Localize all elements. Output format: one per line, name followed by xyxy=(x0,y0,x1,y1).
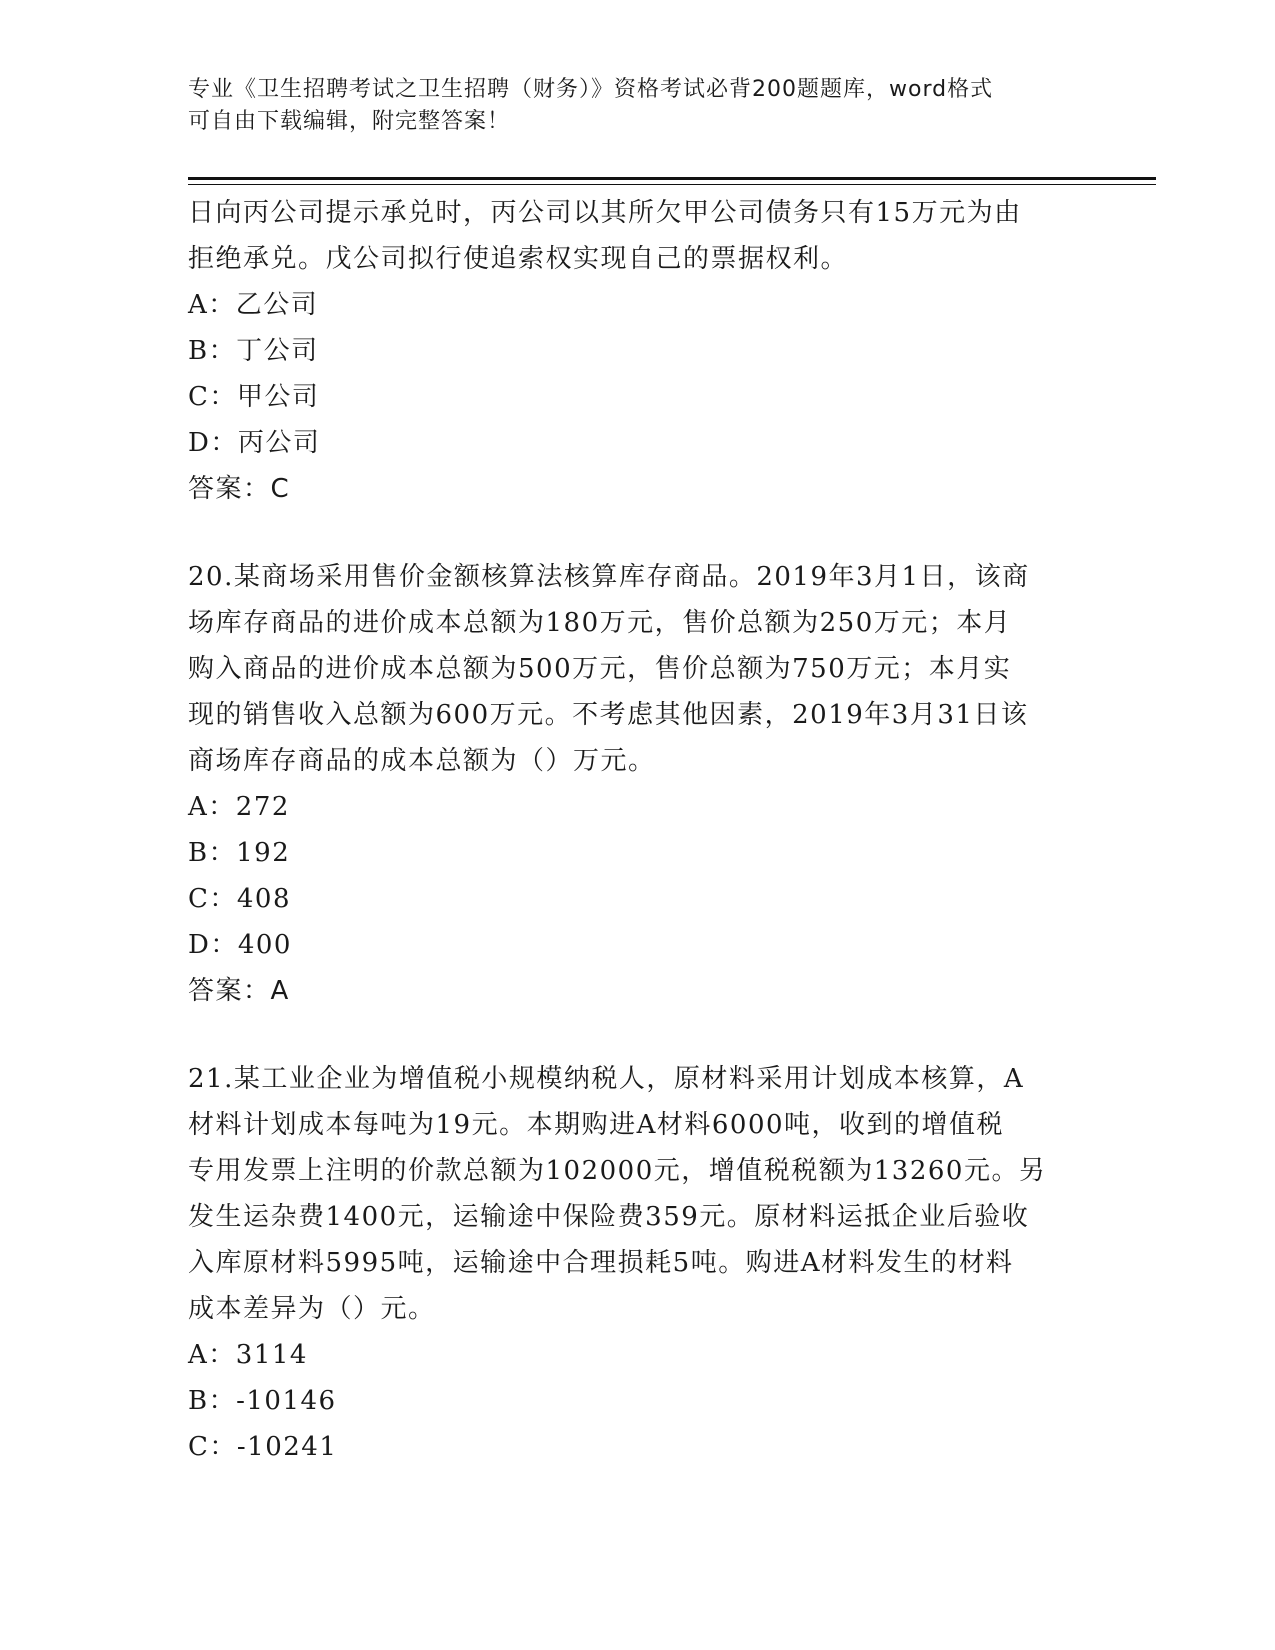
question-item xyxy=(188,554,1088,1014)
question-stem-line: 入库原材料5995吨，运输途中合理损耗5吨。购进A材料发生的材料 xyxy=(188,1248,1014,1278)
question-item xyxy=(188,1056,1088,1470)
option-a: A：272 xyxy=(188,792,290,822)
option-c: C：408 xyxy=(188,884,292,914)
option-c: C：-10241 xyxy=(188,1432,338,1462)
question-stem-line: 成本差异为（）元。 xyxy=(188,1294,436,1324)
answer-line: 答案：A xyxy=(188,976,290,1006)
header-divider-thick xyxy=(188,177,1156,180)
question-list xyxy=(188,190,1088,1470)
question-stem-line: 21.某工业企业为增值税小规模纳税人，原材料采用计划成本核算，A xyxy=(188,1064,1025,1094)
answer-line: 答案：C xyxy=(188,474,291,504)
question-item xyxy=(188,190,1088,512)
question-stem-line: 20.某商场采用售价金额核算法核算库存商品。2019年3月1日，该商 xyxy=(188,562,1030,592)
question-stem-line: 专用发票上注明的价款总额为102000元，增值税税额为13260元。另 xyxy=(188,1156,1047,1186)
option-a: A：3114 xyxy=(188,1340,308,1370)
question-stem-line: 场库存商品的进价成本总额为180万元，售价总额为250万元；本月 xyxy=(188,608,1012,638)
question-stem-line: 材料计划成本每吨为19元。本期购进A材料6000吨，收到的增值税 xyxy=(188,1110,1005,1140)
option-c: C：甲公司 xyxy=(188,382,320,412)
document-header xyxy=(188,74,1068,138)
question-stem-line: 拒绝承兑。戊公司拟行使追索权实现自己的票据权利。 xyxy=(188,244,849,274)
question-stem-line: 商场库存商品的成本总额为（）万元。 xyxy=(188,746,656,776)
option-b: B：-10146 xyxy=(188,1386,337,1416)
question-stem-line: 购入商品的进价成本总额为500万元，售价总额为750万元；本月实 xyxy=(188,654,1012,684)
header-divider-thin xyxy=(188,184,1156,185)
header-title-line-2: 可自由下载编辑，附完整答案！ xyxy=(188,109,511,134)
question-stem-line: 发生运杂费1400元，运输途中保险费359元。原材料运抵企业后验收 xyxy=(188,1202,1030,1232)
option-b: B：192 xyxy=(188,838,291,868)
question-stem-line: 日向丙公司提示承兑时，丙公司以其所欠甲公司债务只有15万元为由 xyxy=(188,198,1022,228)
option-b: B：丁公司 xyxy=(188,336,319,366)
option-a: A：乙公司 xyxy=(188,290,319,320)
option-d: D：丙公司 xyxy=(188,428,321,458)
question-stem-line: 现的销售收入总额为600万元。不考虑其他因素，2019年3月31日该 xyxy=(188,700,1029,730)
option-d: D：400 xyxy=(188,930,292,960)
header-title-line-1: 专业《卫生招聘考试之卫生招聘（财务）》资格考试必背200题题库，word格式 xyxy=(188,77,994,102)
